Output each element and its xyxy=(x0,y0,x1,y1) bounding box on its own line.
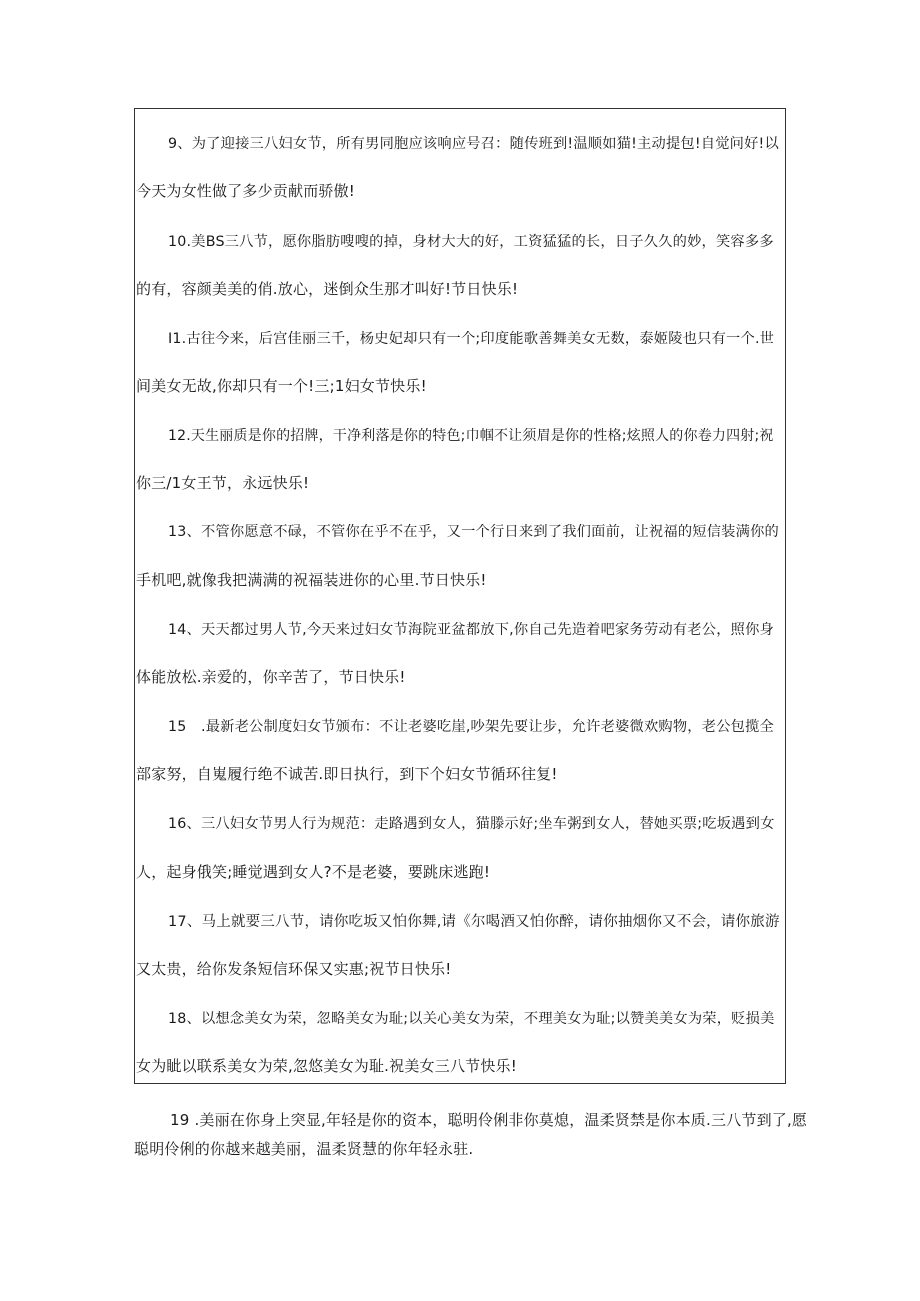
paragraph-10-line-1: 10.美BS三八节，愿你脂肪嗖嗖的掉，身材大大的好，工资猛猛的长，日子久久的妙，笑容多多 xyxy=(168,234,774,250)
paragraph-12-line-1: 12.天生丽质是你的招牌，干净利落是你的特色;巾帼不让须眉是你的性格;炫照人的你卷力四射;祝 xyxy=(168,428,774,444)
paragraph-15-line-2: 部家努，自嵬履行绝不诚苦.即日执行，到下个妇女节循环往复! xyxy=(136,765,558,783)
paragraph-11-line-1: I1.古往今来，后宫佳丽三千，杨史妃却只有一个;印度能歌善舞美女无数，泰姬陵也只有一个.世 xyxy=(168,331,775,347)
paragraph-17-line-2: 又太贵，给你发条短信环保又实惠;祝节日快乐! xyxy=(136,960,452,978)
paragraph-9-line-1: 9、为了迎接三八妇女节，所有男同胞应该响应号召：随传班到!温顺如猫!主动提包!自觉问好!以 xyxy=(168,136,779,152)
paragraph-14-line-1: 14、天天都过男人节,今天来过妇女节海院亚盆都放下,你自己先造着吧家务劳动有老公，照你身 xyxy=(168,622,774,638)
paragraph-10-line-2: 的有，容颜美美的俏.放心，迷倒众生那才叫好!节日快乐! xyxy=(136,280,519,298)
paragraph-11-line-2: 间美女无故,你却只有一个!三;1妇女节快乐! xyxy=(136,377,427,395)
paragraph-12-line-2: 你三/1女王节，永远快乐! xyxy=(136,474,310,492)
paragraph-18-line-2: 女为眦以联系美女为荣,忽悠美女为耻.祝美女三八节快乐! xyxy=(136,1057,517,1075)
paragraph-17-line-1: 17、马上就要三八节，请你吃坂又怕你舞,请《尔喝酒又怕你醉，请你抽烟你又不会，请你旅游 xyxy=(168,914,780,930)
paragraph-16-line-1: 16、三八妇女节男人行为规范：走路遇到女人，猫滕示好;坐车粥到女人，替她买票;吃坂遇到女 xyxy=(168,816,775,832)
paragraph-16-line-2: 人，起身俄笑;睡觉遇到女人?不是老婆，要跳床逃跑! xyxy=(136,863,491,881)
paragraph-13-line-1: 13、不管你愿意不碌，不管你在乎不在乎，又一个行日来到了我们面前，让祝福的短信装满你的 xyxy=(168,524,779,540)
paragraph-13-line-2: 手机吧,就像我把满满的祝福装进你的心里.节日快乐! xyxy=(136,571,487,589)
paragraph-14-line-2: 体能放松.亲爱的，你辛苦了，节日快乐! xyxy=(136,668,406,686)
bordered-text-box xyxy=(134,108,786,1084)
paragraph-18-line-1: 18、以想念美女为荣，忽略美女为耻;以关心美女为荣，不理美女为耻;以赞美美女为荣，贬损美 xyxy=(168,1011,775,1027)
paragraph-15-line-1: 15 .最新老公制度妇女节颁布：不让老婆吃崖,吵架先要让步，允许老婆微欢购物，老公包揽全 xyxy=(168,719,774,735)
paragraph-19-line-2: 聪明伶俐的你越来越美丽，温柔贤慧的你年轻永驻. xyxy=(134,1140,474,1158)
paragraph-9-line-2: 今天为女性做了多少贡献而骄傲! xyxy=(136,182,356,200)
paragraph-19-line-1: 19 .美丽在你身上突显,年轻是你的资本，聪明伶俐非你莫熄，温柔贤禁是你本质.三八节到了,愿 xyxy=(170,1111,808,1129)
